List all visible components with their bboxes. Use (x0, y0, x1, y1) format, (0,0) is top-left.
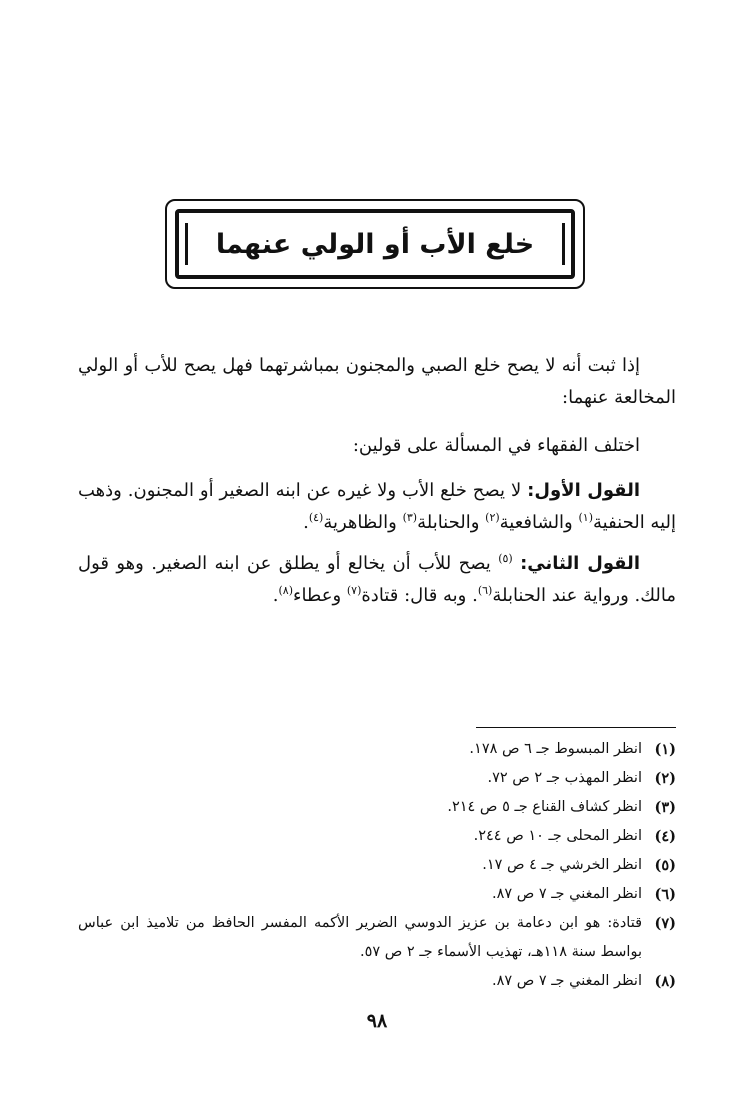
footnote-number: (٧) (654, 915, 676, 932)
footnote-item (78, 880, 676, 909)
footnote-ref-6[interactable]: (٦) (477, 584, 493, 597)
first-opinion-text-a: لا يصح خلع الأب ولا غيره عن ابنه الصغير أو المجنون. وذهب إليه الحنفية (78, 480, 676, 533)
footnote-ref-5[interactable]: (٥) (498, 552, 513, 565)
page-number: ٩٨ (366, 1010, 388, 1032)
footnote-ref-7[interactable]: (٧) (346, 584, 362, 597)
footnote-text: انظر المغني جـ ٧ ص ٨٧. (491, 973, 642, 989)
footnote-number: (٦) (654, 886, 676, 903)
title-inner-border (175, 209, 575, 279)
footnote-text: انظر المبسوط جـ ٦ ص ١٧٨. (469, 741, 642, 757)
footnote-number: (٥) (654, 857, 676, 874)
paragraph-first-opinion (78, 475, 676, 539)
second-opinion-label: القول الثاني: (520, 553, 640, 574)
footnote-text: انظر الخرشي جـ ٤ ص ١٧. (482, 857, 642, 873)
first-opinion-label: القول الأول: (527, 480, 640, 501)
paragraph-disagreement: اختلف الفقهاء في المسألة على قولين: (352, 435, 640, 456)
footnote-text: قتادة: هو ابن دعامة بن عزيز الدوسي الضرير الأكمه المفسر الحافظ من تلاميذ ابن عباس بواسط سنة ١١٨هـ، تهذيب الأسماء جـ ٢ ص ٥٧. (78, 915, 642, 960)
first-opinion-text-e: . (303, 512, 309, 533)
footnote-number: (٣) (654, 799, 676, 816)
footnote-ref-3[interactable]: (٣) (402, 511, 418, 524)
first-opinion-text-c: والحنابلة (417, 512, 486, 533)
footnote-number: (٨) (654, 973, 676, 990)
footnote-item (78, 967, 676, 996)
footnote-ref-4[interactable]: (٤) (308, 511, 324, 524)
footnote-number: (٤) (654, 828, 676, 845)
footnote-ref-1[interactable]: (١) (578, 511, 593, 524)
footnote-ref-2[interactable]: (٢) (485, 511, 500, 524)
paragraph-second-opinion (78, 548, 676, 612)
footnote-text: انظر المهذب جـ ٢ ص ٧٢. (487, 770, 642, 786)
footnote-text: انظر المغني جـ ٧ ص ٨٧. (491, 886, 642, 902)
first-opinion-text-d: والظاهرية (323, 512, 403, 533)
footnote-number: (١) (654, 741, 676, 758)
second-opinion-text-d: . (272, 585, 279, 606)
footnote-item (78, 793, 676, 822)
title-frame (165, 199, 585, 289)
footnote-ref-8[interactable]: (٨) (278, 584, 293, 597)
first-opinion-text-b: والشافعية (499, 512, 579, 533)
second-opinion-text-c: وعطاء (292, 585, 347, 606)
footnotes-list (78, 735, 676, 996)
second-opinion-text-b: . وبه قال: قتادة (361, 585, 478, 606)
footnote-item (78, 851, 676, 880)
chapter-title: خلع الأب أو الولي عنهما (215, 228, 535, 260)
footnote-text: انظر المحلى جـ ١٠ ص ٢٤٤. (473, 828, 642, 844)
paragraph-intro: إذا ثبت أنه لا يصح خلع الصبي والمجنون بمباشرتهما فهل يصح للأب أو الولي المخالعة عنهما: (78, 355, 676, 408)
footnote-item (78, 909, 676, 967)
footnote-item (78, 764, 676, 793)
footnote-separator (476, 727, 676, 728)
footnote-number: (٢) (654, 770, 676, 787)
footnote-text: انظر كشاف القناع جـ ٥ ص ٢١٤. (447, 799, 642, 815)
footnote-item (78, 735, 676, 764)
second-opinion-text-a: يصح للأب أن يخالع أو يطلق عن ابنه الصغير. وهو قول مالك. ورواية عند الحنابلة (78, 553, 676, 606)
footnote-item (78, 822, 676, 851)
